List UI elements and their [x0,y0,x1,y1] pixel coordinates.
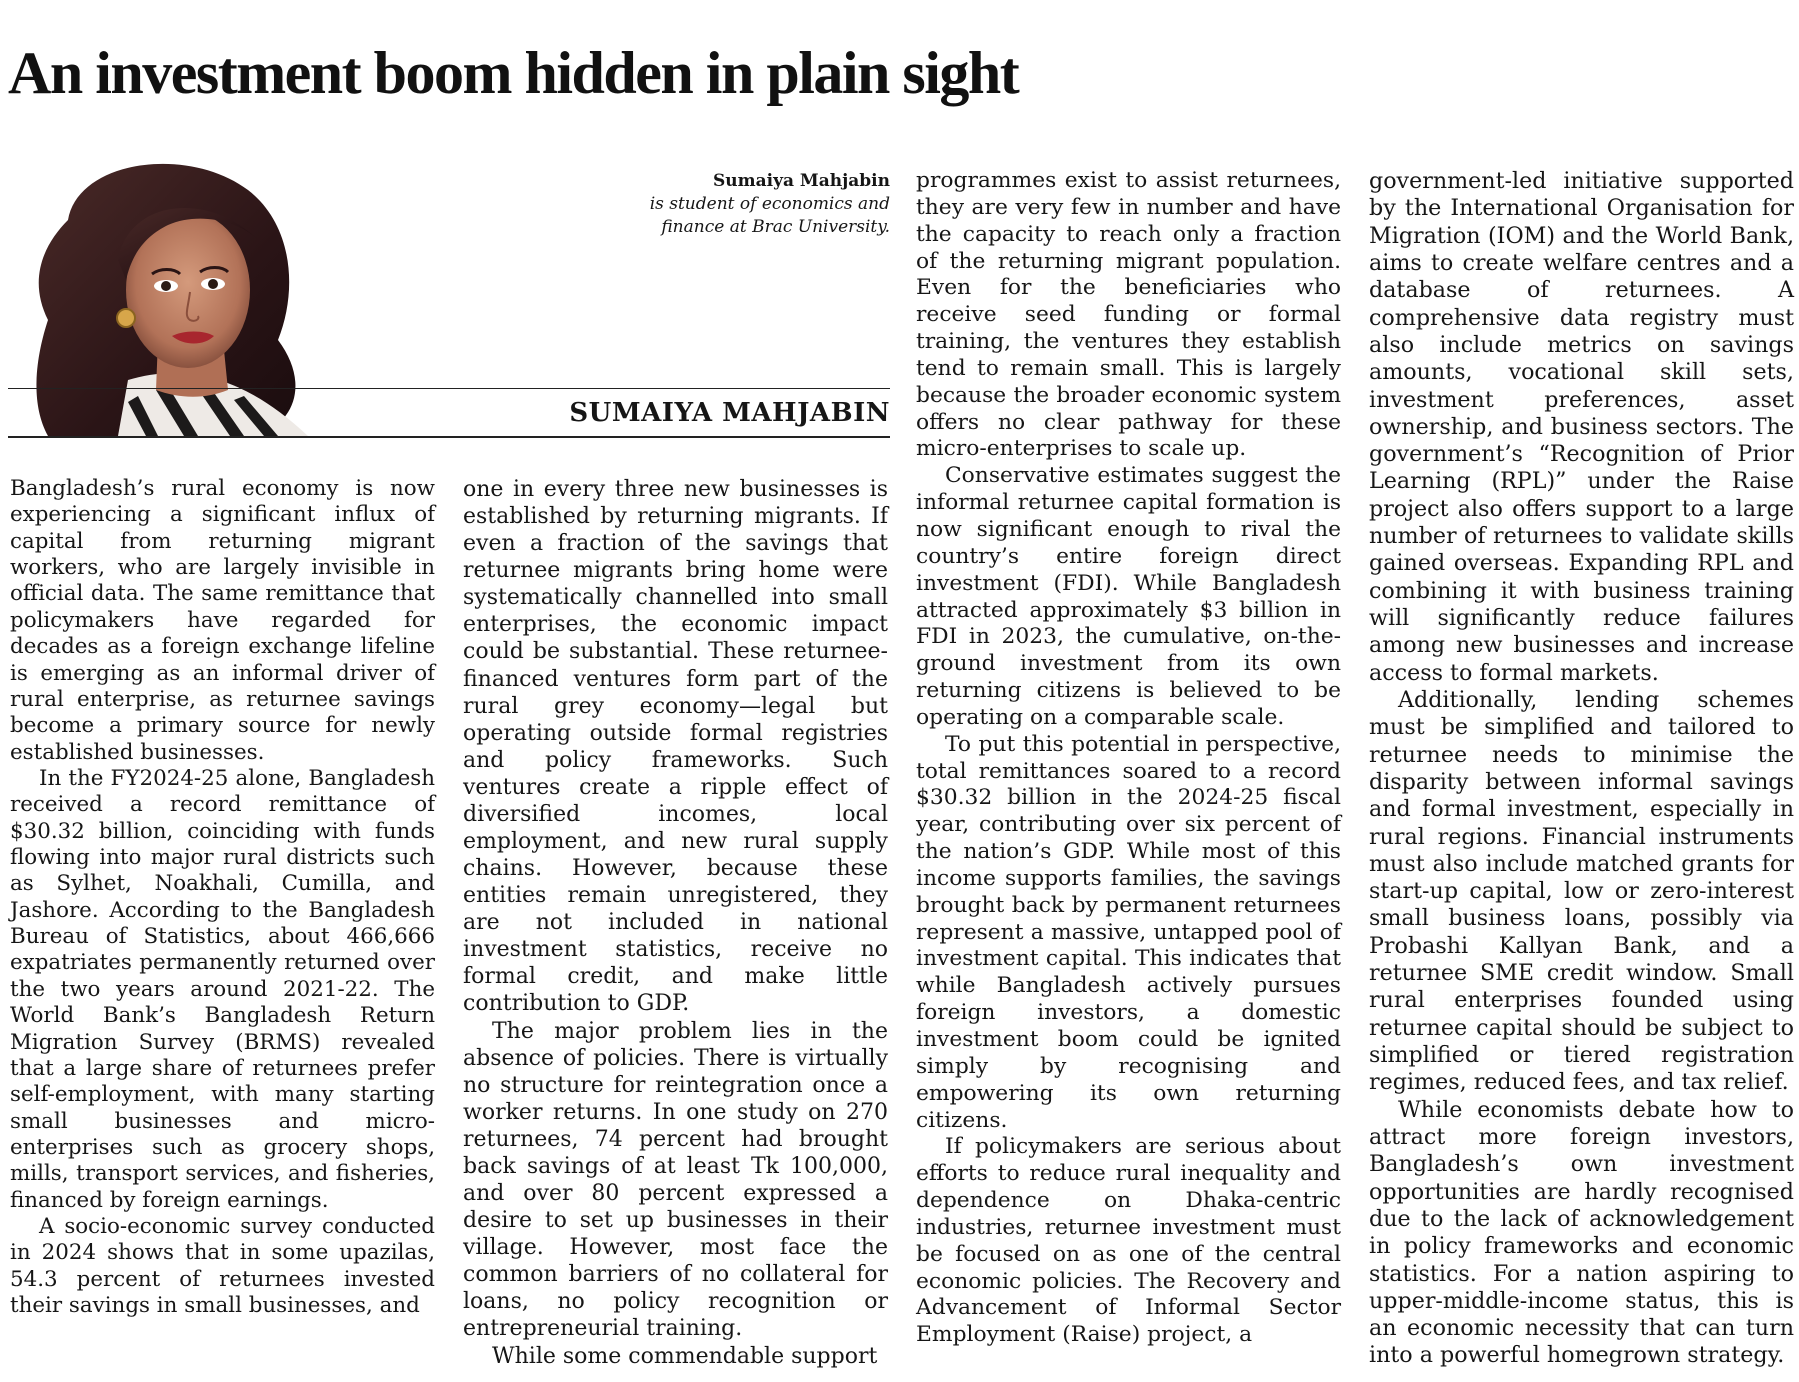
paragraph: If policymakers are serious about efforts to reduce rural inequality and dependence on Dhaka-centric industries, returnee investment must be focused on as one of the central economic policies. The Recovery and Advancement of Informal Sector Employment (Raise) project, a [916,1134,1341,1348]
headline: An investment boom hidden in plain sight [8,40,1019,106]
article-column-4 [1369,168,1794,1370]
paragraph: In the FY2024-25 alone, Bangladesh received a record remittance of $30.32 billion, coinciding with funds flowing into major rural districts such as Sylhet, Noakhali, Cumilla, and Jashore. According to the Bangladesh Bureau of Statistics, about 466,666 expatriates permanently returned over the two years around 2021-22. The World Bank’s Bangladesh Return Migration Survey (BRMS) revealed that a large share of returnees prefer self-employment, with many starting small businesses and micro-enterprises such as grocery shops, mills, transport services, and fisheries, financed by foreign earnings. [10,765,435,1213]
byline [520,170,890,239]
paragraph: A socio-economic survey conducted in 2024 shows that in some upazilas, 54.3 percent of returnees invested their savings in small businesses, and [10,1214,435,1319]
paragraph: government-led initiative supported by the International Organisation for Migration (IOM) and the World Bank, aims to create welfare centres and a database of returnees. A comprehensive data registry must also include metrics on savings amounts, vocational skill sets, investment preferences, asset ownership, and business sectors. The government’s “Recognition of Prior Learning (RPL)” under the Raise project also offers support to a large number of returnees to validate skills gained overseas. Expanding RPL and combining it with business training will significantly reduce failures among new businesses and increase access to formal markets. [1369,168,1794,686]
paragraph: To put this potential in perspective, total remittances soared to a record $30.32 billion in the 2024-25 fiscal year, contributing over six percent of the nation’s GDP. While most of this income supports families, the savings brought back by permanent returnees represent a massive, untapped pool of investment capital. This indicates that while Bangladesh actively pursues foreign investors, a domestic investment boom could be ignited simply by recognising and empowering its own returning citizens. [916,731,1341,1133]
article-column-1 [10,476,435,1320]
divider-bottom [8,436,890,438]
paragraph: one in every three new businesses is established by returning migrants. If even a fraction of the savings that returnee migrants bring home were systematically channelled into small enterprises, the economic impact could be substantial. These returnee-financed ventures form part of the rural grey economy—legal but operating outside formal registries and policy frameworks. Such ventures create a ripple effect of diversified incomes, local employment, and new rural supply chains. However, because these entities remain unregistered, they are not included in national investment statistics, receive no formal credit, and make little contribution to GDP. [463,477,888,1017]
paragraph: programmes exist to assist returnees, they are very few in number and have the capacity to reach only a fraction of the returning migrant population. Even for the beneficiaries who receive seed funding or formal training, the ventures they establish tend to remain small. This is largely because the broader economic system offers no clear pathway for these micro-enterprises to scale up. [916,168,1341,462]
paragraph: While some commendable support [492,1343,878,1369]
paragraph: While economists debate how to attract more foreign investors, Bangladesh’s own investment opportunities are hardly recognised due to the lack of acknowledgement in policy frameworks and economic statistics. For a nation aspiring to upper-middle-income status, this is an economic necessity that can turn into a powerful homegrown strategy. [1369,1096,1794,1369]
author-name-caps: SUMAIYA MAHJABIN [569,398,890,428]
divider-top [8,388,890,389]
paragraph: Bangladesh’s rural economy is now experiencing a significant influx of capital from returning migrant workers, who are largely invisible in official data. The same remittance that policymakers have regarded for decades as a foreign exchange lifeline is emerging as an informal driver of rural enterprise, as returnee savings become a primary source for newly established businesses. [10,476,435,765]
byline-description-line-2: finance at Brac University. [661,217,890,237]
author-portrait-image [8,150,338,436]
paragraph: Additionally, lending schemes must be simplified and tailored to returnee needs to minimise the disparity between informal savings and formal investment, especially in rural regions. Financial instruments must also include matched grants for start-up capital, low or zero-interest small business loans, possibly via Probashi Kallyan Bank, and a returnee SME credit window. Small rural enterprises founded using returnee capital should be subject to simplified or tiered registration regimes, reduced fees, and tax relief. [1369,686,1794,1096]
author-photo [8,150,338,436]
paragraph: Conservative estimates suggest the informal returnee capital formation is now significant enough to rival the country’s entire foreign direct investment (FDI). While Bangladesh attracted approximately $3 billion in FDI in 2023, the cumulative, on-the-ground investment from its own returning citizens is believed to be operating on a comparable scale. [916,463,1341,730]
paragraph: The major problem lies in the absence of policies. There is virtually no structure for reintegration once a worker returns. In one study on 270 returnees, 74 percent had brought back savings of at least Tk 100,000, and over 80 percent expressed a desire to set up businesses in their village. However, most face the common barriers of no collateral for loans, no policy recognition or entrepreneurial training. [463,1018,888,1342]
article-column-3 [916,168,1341,1349]
article-column-2 [463,476,888,1370]
byline-description-line-1: is student of economics and [649,194,890,214]
byline-name: Sumaiya Mahjabin [713,171,890,191]
